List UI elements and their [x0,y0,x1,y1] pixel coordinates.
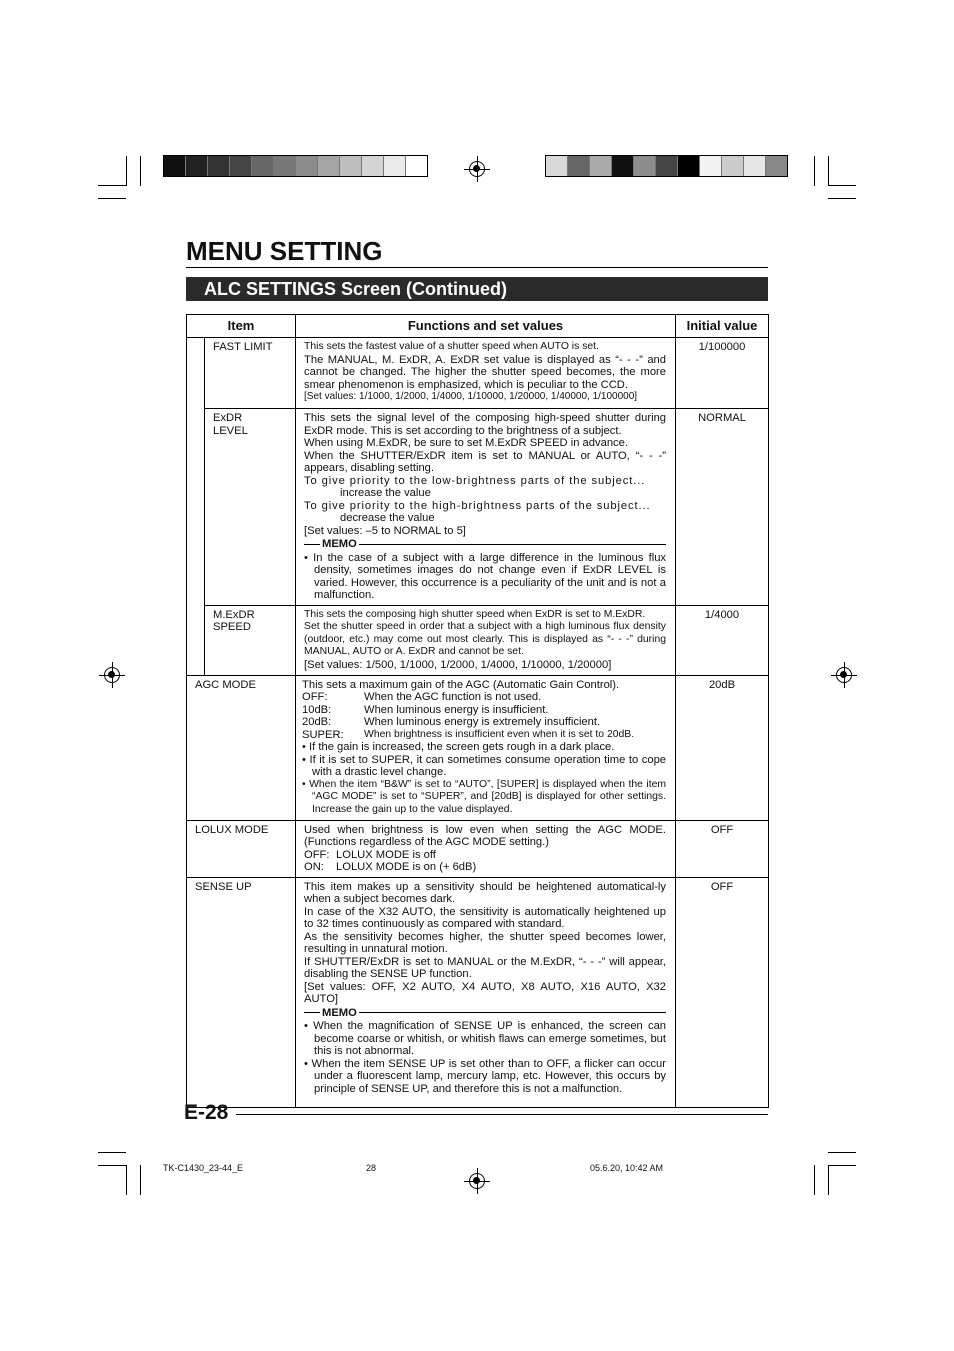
registration-mark-right [836,667,852,683]
color-swatch [634,156,656,176]
footer-sheet-number: 28 [366,1163,377,1173]
color-swatch [208,156,230,176]
item-description: This sets the fastest value of a shutter speed when AUTO is set. The MANUAL, M. ExDR, A. ExDR set value is displayed as “- - -” and cannot be changed. The higher the shutter speed becomes, the more smear phenomenon is emphasized, which is peculiar to the CCD. [Set values: 1/1000, 1/2000, 1/4000, 1/10000, 1/20000, 1/40000, 1/100000] [296,338,676,409]
color-swatch [590,156,612,176]
color-swatch [744,156,766,176]
item-name-line2: LEVEL [213,424,248,437]
memo-heading: MEMO [304,1007,666,1020]
page-title: MENU SETTING [186,236,383,266]
item-name [205,409,296,606]
title-underline [186,267,768,268]
registration-mark-bottom [469,1173,485,1189]
table-header-row [187,315,769,338]
item-initial-value: 20dB [676,675,769,820]
table-row-fast-limit [187,338,769,409]
item-name: M.ExDR SPEED [205,605,296,675]
table-row-sense-up [187,877,769,1107]
table-row-exdr-level [187,409,769,606]
page-number: E-28 [184,1101,229,1124]
page-number-rule [236,1114,768,1115]
color-swatch [656,156,678,176]
item-name: LOLUX MODE [187,820,296,877]
alc-settings-table [186,314,769,1108]
item-description: This sets the composing high shutter speed when ExDR is set to M.ExDR. Set the shutter speed in order that a subject with a high luminous flux density (outdoor, etc.) may come out most clearly. This is displayed as “- - -” during MANUAL, AUTO or A. ExDR and cannot be set. [Set values: 1/500, 1/1000, 1/2000, 1/4000, 1/10000, 1/20000] [296,605,676,675]
item-initial-value: 1/100000 [676,338,769,409]
color-swatch [252,156,274,176]
registration-mark-left [104,667,120,683]
item-initial-value: OFF [676,877,769,1107]
item-description: This sets the signal level of the composing high-speed shutter during ExDR mode. This is set according to the brightness of a subject. When using M.ExDR, be sure to set M.ExDR SPEED in advance. When the SHUTTER/ExDR item is set to MANUAL or AUTO, “- - -” appears, disabling setting. To give priority to the low-brightness parts of the subject... increase the value To give priority to the high-brightness parts of the subject... decrease the value [Set values: –5 to NORMAL to 5] MEMO • In the case of a subject with a large difference in the luminous flux density, sometimes images do not change even if ExDR LEVEL is varied. However, this occurrence is a peculiarity of the unit and is not a malfunction. [296,409,676,606]
table-row-mexdr-speed [187,605,769,675]
table-row-lolux-mode [187,820,769,877]
color-swatch [186,156,208,176]
header-functions: Functions and set values [296,315,676,338]
color-swatch [678,156,700,176]
section-banner: ALC SETTINGS Screen (Continued) [186,277,768,301]
header-initial-value: Initial value [676,315,769,338]
color-swatch [296,156,318,176]
color-swatch [318,156,340,176]
item-name: AGC MODE [187,675,296,820]
color-swatch [700,156,722,176]
group-indent-cell [187,338,205,676]
color-swatch [546,156,568,176]
color-swatch [406,156,427,176]
table-row-agc-mode [187,675,769,820]
color-swatch [274,156,296,176]
item-name: SENSE UP [187,877,296,1107]
item-initial-value: NORMAL [676,409,769,606]
footer-doc-id: TK-C1430_23-44_E [163,1163,244,1173]
item-description: This item makes up a sensitivity should be heightened automatical-ly when a subject becomes dark. In case of the X32 AUTO, the sensitivity is automatically heightened up to 32 times continuously as compared with standard. As the sensitivity becomes higher, the shutter speed becomes lower, resulting in unnatural motion. If SHUTTER/ExDR is set to MANUAL or the M.ExDR, “- - -” will appear, disabling the SENSE UP function. [Set values: OFF, X2 AUTO, X4 AUTO, X8 AUTO, X16 AUTO, X32 AUTO] MEMO • When the magnification of SENSE UP is enhanced, the screen can become coarse or whitish, or whitish flaws can emerge sometimes, but this is not abnormal. • When the item SENSE UP is set other than to OFF, a flicker can occur under a fluorescent lamp, mercury lamp, etc. However, this occurs by principle of SENSE UP, and therefore this is not a malfunction. [296,877,676,1107]
color-swatch [362,156,384,176]
color-swatch [164,156,186,176]
item-description: This sets a maximum gain of the AGC (Automatic Gain Control). OFF: When the AGC function is not used. 10dB: When luminous energy is insufficient. 20dB: When luminous energy is extremely insufficient. SUPER: When brightness is insufficient even when it is set to 20dB. • If the gain is increased, the screen gets rough in a dark place. • If it is set to SUPER, it can sometimes consume operation time to cope with a drastic level change. • When the item “B&W” is set to “AUTO”, [SUPER] is displayed when the item “AGC MODE” is set to “SUPER”, and [20dB] is displayed for other settings. Increase the gain up to the value displayed. [296,675,676,820]
color-swatch [612,156,634,176]
item-initial-value: 1/4000 [676,605,769,675]
color-swatch [230,156,252,176]
header-item: Item [187,315,296,338]
memo-heading: MEMO [304,538,666,551]
item-description: Used when brightness is low even when setting the AGC MODE. (Functions regardless of the AGC MODE setting.) OFF: LOLUX MODE is off ON: LOLUX MODE is on (+ 6dB) [296,820,676,877]
registration-mark-top [469,161,485,177]
item-name: FAST LIMIT [205,338,296,409]
color-swatch [568,156,590,176]
footer-timestamp: 05.6.20, 10:42 AM [590,1163,664,1173]
item-name-line1: ExDR [213,412,243,424]
color-swatch [766,156,787,176]
item-initial-value: OFF [676,820,769,877]
gray-scale-strip-right [545,155,788,177]
color-swatch [722,156,744,176]
gray-scale-strip-left [163,155,428,177]
color-swatch [340,156,362,176]
color-swatch [384,156,406,176]
